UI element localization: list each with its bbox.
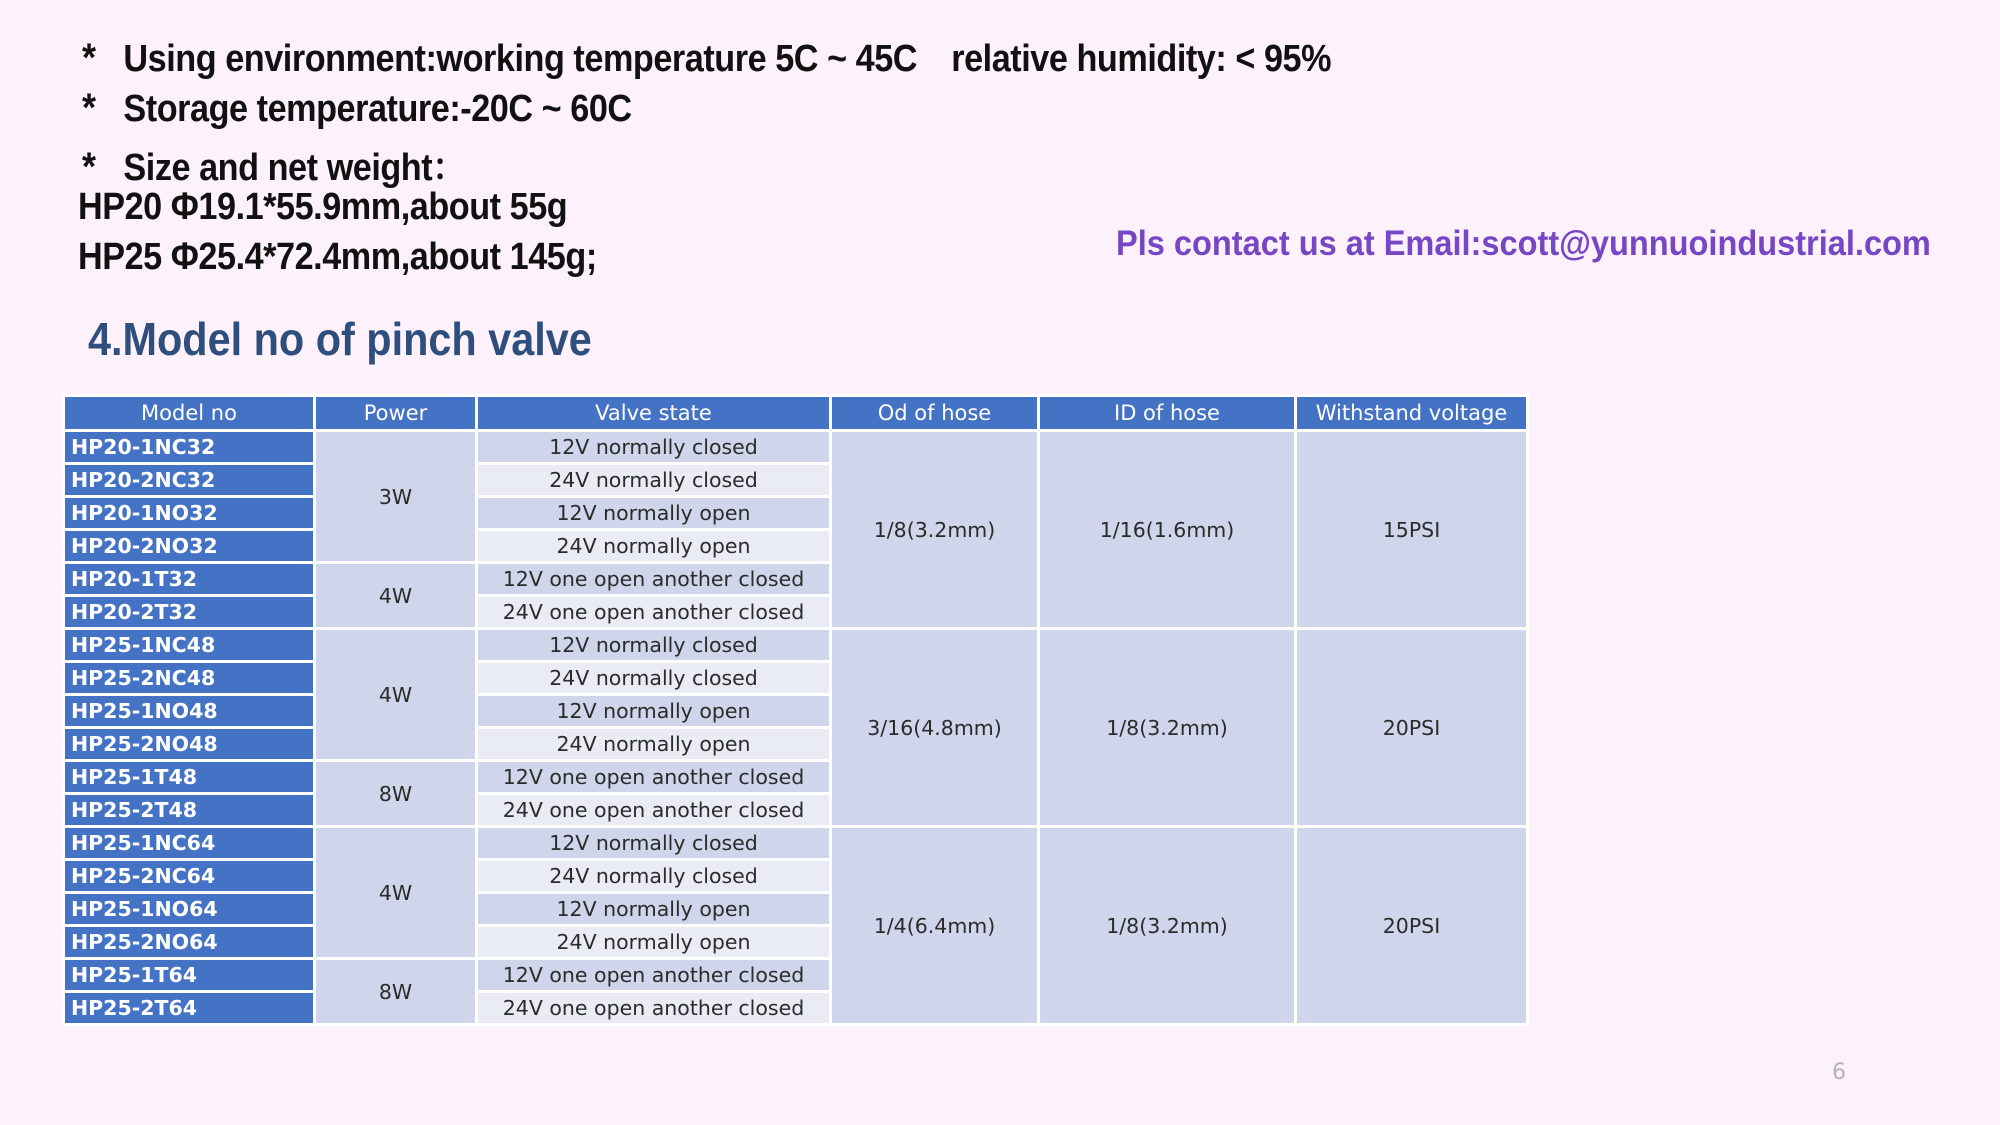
- model-cell: HP20-2NC32: [64, 464, 315, 497]
- bullet-storage-text: Storage temperature:-20C ~ 60C: [123, 88, 632, 130]
- model-cell: HP25-2NC64: [64, 860, 315, 893]
- voltage-cell: 20PSI: [1296, 629, 1528, 827]
- bullet-humidity-text: relative humidity: < 95%: [951, 38, 1332, 80]
- valve-state-cell: 12V one open another closed: [477, 563, 831, 596]
- section-title: 4.Model no of pinch valve: [88, 313, 592, 365]
- header-id-of-hose: ID of hose: [1039, 396, 1296, 431]
- bullet-size-weight: [82, 136, 466, 191]
- valve-state-cell: 12V normally closed: [477, 629, 831, 662]
- id-cell: 1/16(1.6mm): [1039, 431, 1296, 629]
- valve-state-cell: 24V one open another closed: [477, 596, 831, 629]
- valve-state-cell: 12V normally open: [477, 497, 831, 530]
- od-cell: 1/8(3.2mm): [831, 431, 1039, 629]
- contact-email-text: Pls contact us at Email:scott@yunnuoindustrial.com: [1116, 224, 1931, 263]
- bullet-environment-text: Using environment:working temperature 5C ~ 45C: [123, 38, 918, 80]
- model-cell: HP25-1NC48: [64, 629, 315, 662]
- table-header-row: [64, 396, 1528, 431]
- model-cell: HP25-1NC64: [64, 827, 315, 860]
- valve-state-cell: 12V one open another closed: [477, 959, 831, 992]
- header-od-of-hose: Od of hose: [831, 396, 1039, 431]
- model-cell: HP25-2T64: [64, 992, 315, 1025]
- power-cell: 4W: [315, 827, 477, 959]
- asterisk-icon: *: [82, 145, 96, 189]
- power-cell: 8W: [315, 959, 477, 1025]
- valve-state-cell: 12V normally closed: [477, 827, 831, 860]
- valve-state-cell: 24V one open another closed: [477, 992, 831, 1025]
- model-cell: HP25-1NO64: [64, 893, 315, 926]
- header-power: Power: [315, 396, 477, 431]
- od-cell: 1/4(6.4mm): [831, 827, 1039, 1025]
- bullet-environment: [82, 36, 1331, 81]
- voltage-cell: 15PSI: [1296, 431, 1528, 629]
- model-cell: HP25-2NO64: [64, 926, 315, 959]
- model-cell: HP25-2T48: [64, 794, 315, 827]
- header-valve-state: Valve state: [477, 396, 831, 431]
- model-cell: HP25-1T48: [64, 761, 315, 794]
- id-cell: 1/8(3.2mm): [1039, 827, 1296, 1025]
- table-row: [64, 629, 1528, 662]
- valve-state-cell: 24V one open another closed: [477, 794, 831, 827]
- model-cell: HP25-1NO48: [64, 695, 315, 728]
- asterisk-icon: *: [82, 36, 96, 80]
- model-cell: HP25-2NO48: [64, 728, 315, 761]
- bullet-size-weight-text: Size and net weight：: [123, 147, 466, 189]
- power-cell: 3W: [315, 431, 477, 563]
- model-cell: HP25-2NC48: [64, 662, 315, 695]
- id-cell: 1/8(3.2mm): [1039, 629, 1296, 827]
- header-model-no: Model no: [64, 396, 315, 431]
- table-row: [64, 827, 1528, 860]
- power-cell: 4W: [315, 629, 477, 761]
- valve-state-cell: 24V normally open: [477, 728, 831, 761]
- model-cell: HP20-1NO32: [64, 497, 315, 530]
- model-table-wrapper: [62, 394, 1529, 1026]
- valve-state-cell: 12V normally closed: [477, 431, 831, 464]
- valve-state-cell: 24V normally open: [477, 530, 831, 563]
- model-cell: HP25-1T64: [64, 959, 315, 992]
- voltage-cell: 20PSI: [1296, 827, 1528, 1025]
- size-line-hp20: HP20 Φ19.1*55.9mm,about 55g: [78, 186, 568, 228]
- valve-state-cell: 12V normally open: [477, 893, 831, 926]
- valve-state-cell: 24V normally closed: [477, 662, 831, 695]
- valve-state-cell: 12V normally open: [477, 695, 831, 728]
- valve-state-cell: 24V normally closed: [477, 464, 831, 497]
- model-cell: HP20-1NC32: [64, 431, 315, 464]
- power-cell: 8W: [315, 761, 477, 827]
- table-row: [64, 431, 1528, 464]
- valve-state-cell: 12V one open another closed: [477, 761, 831, 794]
- page-number: 6: [1832, 1060, 1846, 1085]
- power-cell: 4W: [315, 563, 477, 629]
- header-withstand-voltage: Withstand voltage: [1296, 396, 1528, 431]
- model-cell: HP20-1T32: [64, 563, 315, 596]
- model-table: [62, 394, 1529, 1026]
- model-cell: HP20-2NO32: [64, 530, 315, 563]
- model-cell: HP20-2T32: [64, 596, 315, 629]
- valve-state-cell: 24V normally closed: [477, 860, 831, 893]
- od-cell: 3/16(4.8mm): [831, 629, 1039, 827]
- bullet-storage: [82, 86, 632, 131]
- asterisk-icon: *: [82, 86, 96, 130]
- valve-state-cell: 24V normally open: [477, 926, 831, 959]
- size-line-hp25: HP25 Φ25.4*72.4mm,about 145g;: [78, 236, 597, 278]
